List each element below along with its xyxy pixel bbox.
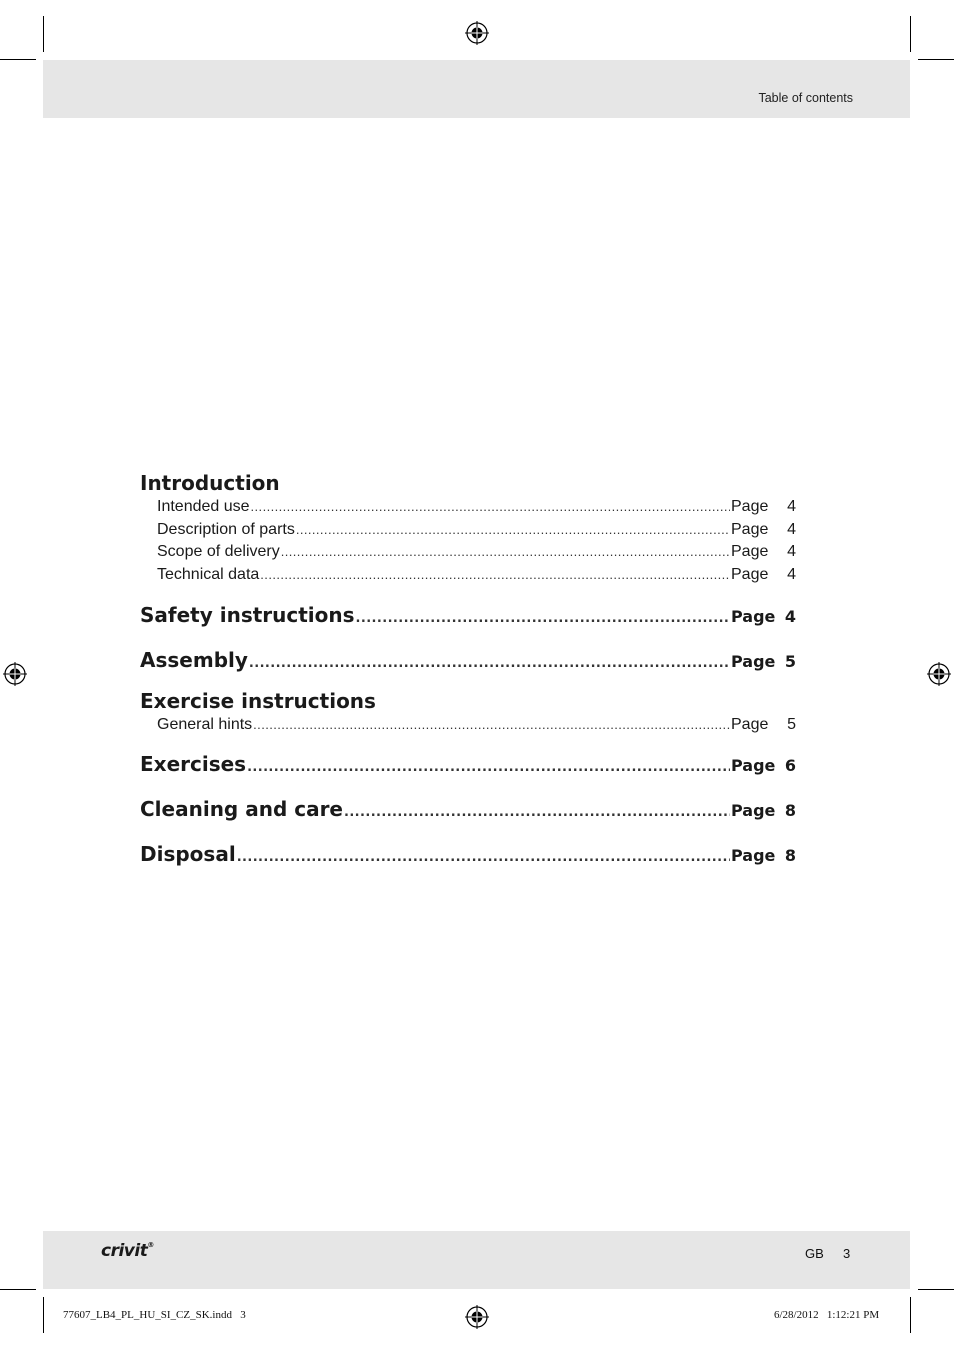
toc-page-label: Page <box>731 606 776 626</box>
dot-leader <box>260 564 730 587</box>
crop-mark <box>0 59 36 60</box>
toc-page-number: 4 <box>787 566 796 584</box>
toc-heading[interactable] <box>140 792 796 826</box>
toc-heading[interactable] <box>140 747 796 781</box>
dot-leader <box>356 602 730 636</box>
toc-page-number: 4 <box>787 543 796 561</box>
toc-page-number: 5 <box>787 715 796 733</box>
toc-heading-label: Exercise instructions <box>140 688 376 713</box>
footer-language: GB <box>805 1246 824 1261</box>
dot-leader <box>253 714 730 737</box>
toc-entry[interactable] <box>140 714 796 737</box>
toc-page-number: 8 <box>784 801 796 821</box>
crop-mark <box>43 1297 44 1333</box>
footer-band <box>43 1231 910 1289</box>
toc-heading[interactable] <box>140 688 796 714</box>
toc-heading-label: Assembly <box>140 647 248 672</box>
toc-entry-label: Description of parts <box>157 520 295 538</box>
dot-leader <box>281 541 730 564</box>
dot-leader <box>296 519 730 542</box>
toc-page-number: 4 <box>784 606 796 626</box>
toc-page-number: 6 <box>784 756 796 776</box>
toc-page-label: Page <box>731 543 769 561</box>
crop-mark <box>910 16 911 52</box>
toc-section-exercise-instructions <box>140 688 796 737</box>
dot-leader <box>249 647 730 681</box>
toc-entry[interactable] <box>140 519 796 542</box>
toc-page-label: Page <box>731 520 769 538</box>
toc-page-label: Page <box>731 756 776 776</box>
toc-page-label: Page <box>731 566 769 584</box>
crop-mark <box>0 1289 36 1290</box>
registration-mark-icon <box>3 662 27 686</box>
toc-page-number: 5 <box>784 651 796 671</box>
toc-heading-label: Disposal <box>140 842 236 867</box>
brand-logo-mark: ® <box>147 1241 154 1249</box>
toc-entry-label: Technical data <box>157 566 260 584</box>
footer-page-number: 3 <box>843 1246 851 1261</box>
crop-mark <box>918 1289 954 1290</box>
toc-entry[interactable] <box>140 496 796 519</box>
toc-section-introduction <box>140 470 796 587</box>
crop-mark <box>918 59 954 60</box>
toc-page-label: Page <box>731 846 776 866</box>
toc-heading[interactable] <box>140 598 796 632</box>
toc-page-number: 4 <box>787 520 796 538</box>
dot-leader <box>251 496 730 519</box>
toc-entry-label: Intended use <box>157 498 250 515</box>
dot-leader <box>344 796 730 830</box>
header-title: Table of contents <box>758 91 853 105</box>
toc-entry[interactable] <box>140 564 796 587</box>
header-band <box>43 60 910 118</box>
toc-section-assembly <box>140 643 796 677</box>
toc-heading[interactable] <box>140 643 796 677</box>
toc-page-label: Page <box>731 715 769 733</box>
registration-mark-icon <box>465 1305 489 1329</box>
brand-logo-text: crivit <box>101 1241 148 1261</box>
crop-mark <box>43 16 44 52</box>
print-slug-file: 77607_LB4_PL_HU_SI_CZ_SK.indd 3 <box>63 1309 246 1321</box>
registration-mark-icon <box>927 662 951 686</box>
toc-section-safety-instructions <box>140 598 796 632</box>
toc-heading[interactable] <box>140 470 796 496</box>
table-of-contents <box>140 470 796 871</box>
dot-leader <box>237 841 730 875</box>
print-slug-timestamp: 6/28/2012 1:12:21 PM <box>774 1309 880 1321</box>
toc-page-label: Page <box>731 651 776 671</box>
toc-page-label: Page <box>731 801 776 821</box>
toc-entry-label: General hints <box>157 715 253 733</box>
toc-heading-label: Safety instructions <box>140 602 355 627</box>
toc-entry[interactable] <box>140 541 796 564</box>
toc-heading[interactable] <box>140 837 796 871</box>
toc-page-label: Page <box>731 498 769 515</box>
toc-heading-label: Introduction <box>140 471 280 495</box>
toc-heading-label: Exercises <box>140 752 247 777</box>
crop-mark <box>910 1297 911 1333</box>
dot-leader <box>247 751 730 785</box>
toc-section-cleaning-and-care <box>140 792 796 826</box>
toc-page-number: 8 <box>784 846 796 866</box>
toc-entry-label: Scope of delivery <box>157 543 280 561</box>
toc-section-disposal <box>140 837 796 871</box>
brand-logo <box>101 1241 154 1261</box>
registration-mark-icon <box>465 21 489 45</box>
toc-page-number: 4 <box>787 498 796 515</box>
toc-heading-label: Cleaning and care <box>140 797 343 822</box>
toc-section-exercises <box>140 747 796 781</box>
